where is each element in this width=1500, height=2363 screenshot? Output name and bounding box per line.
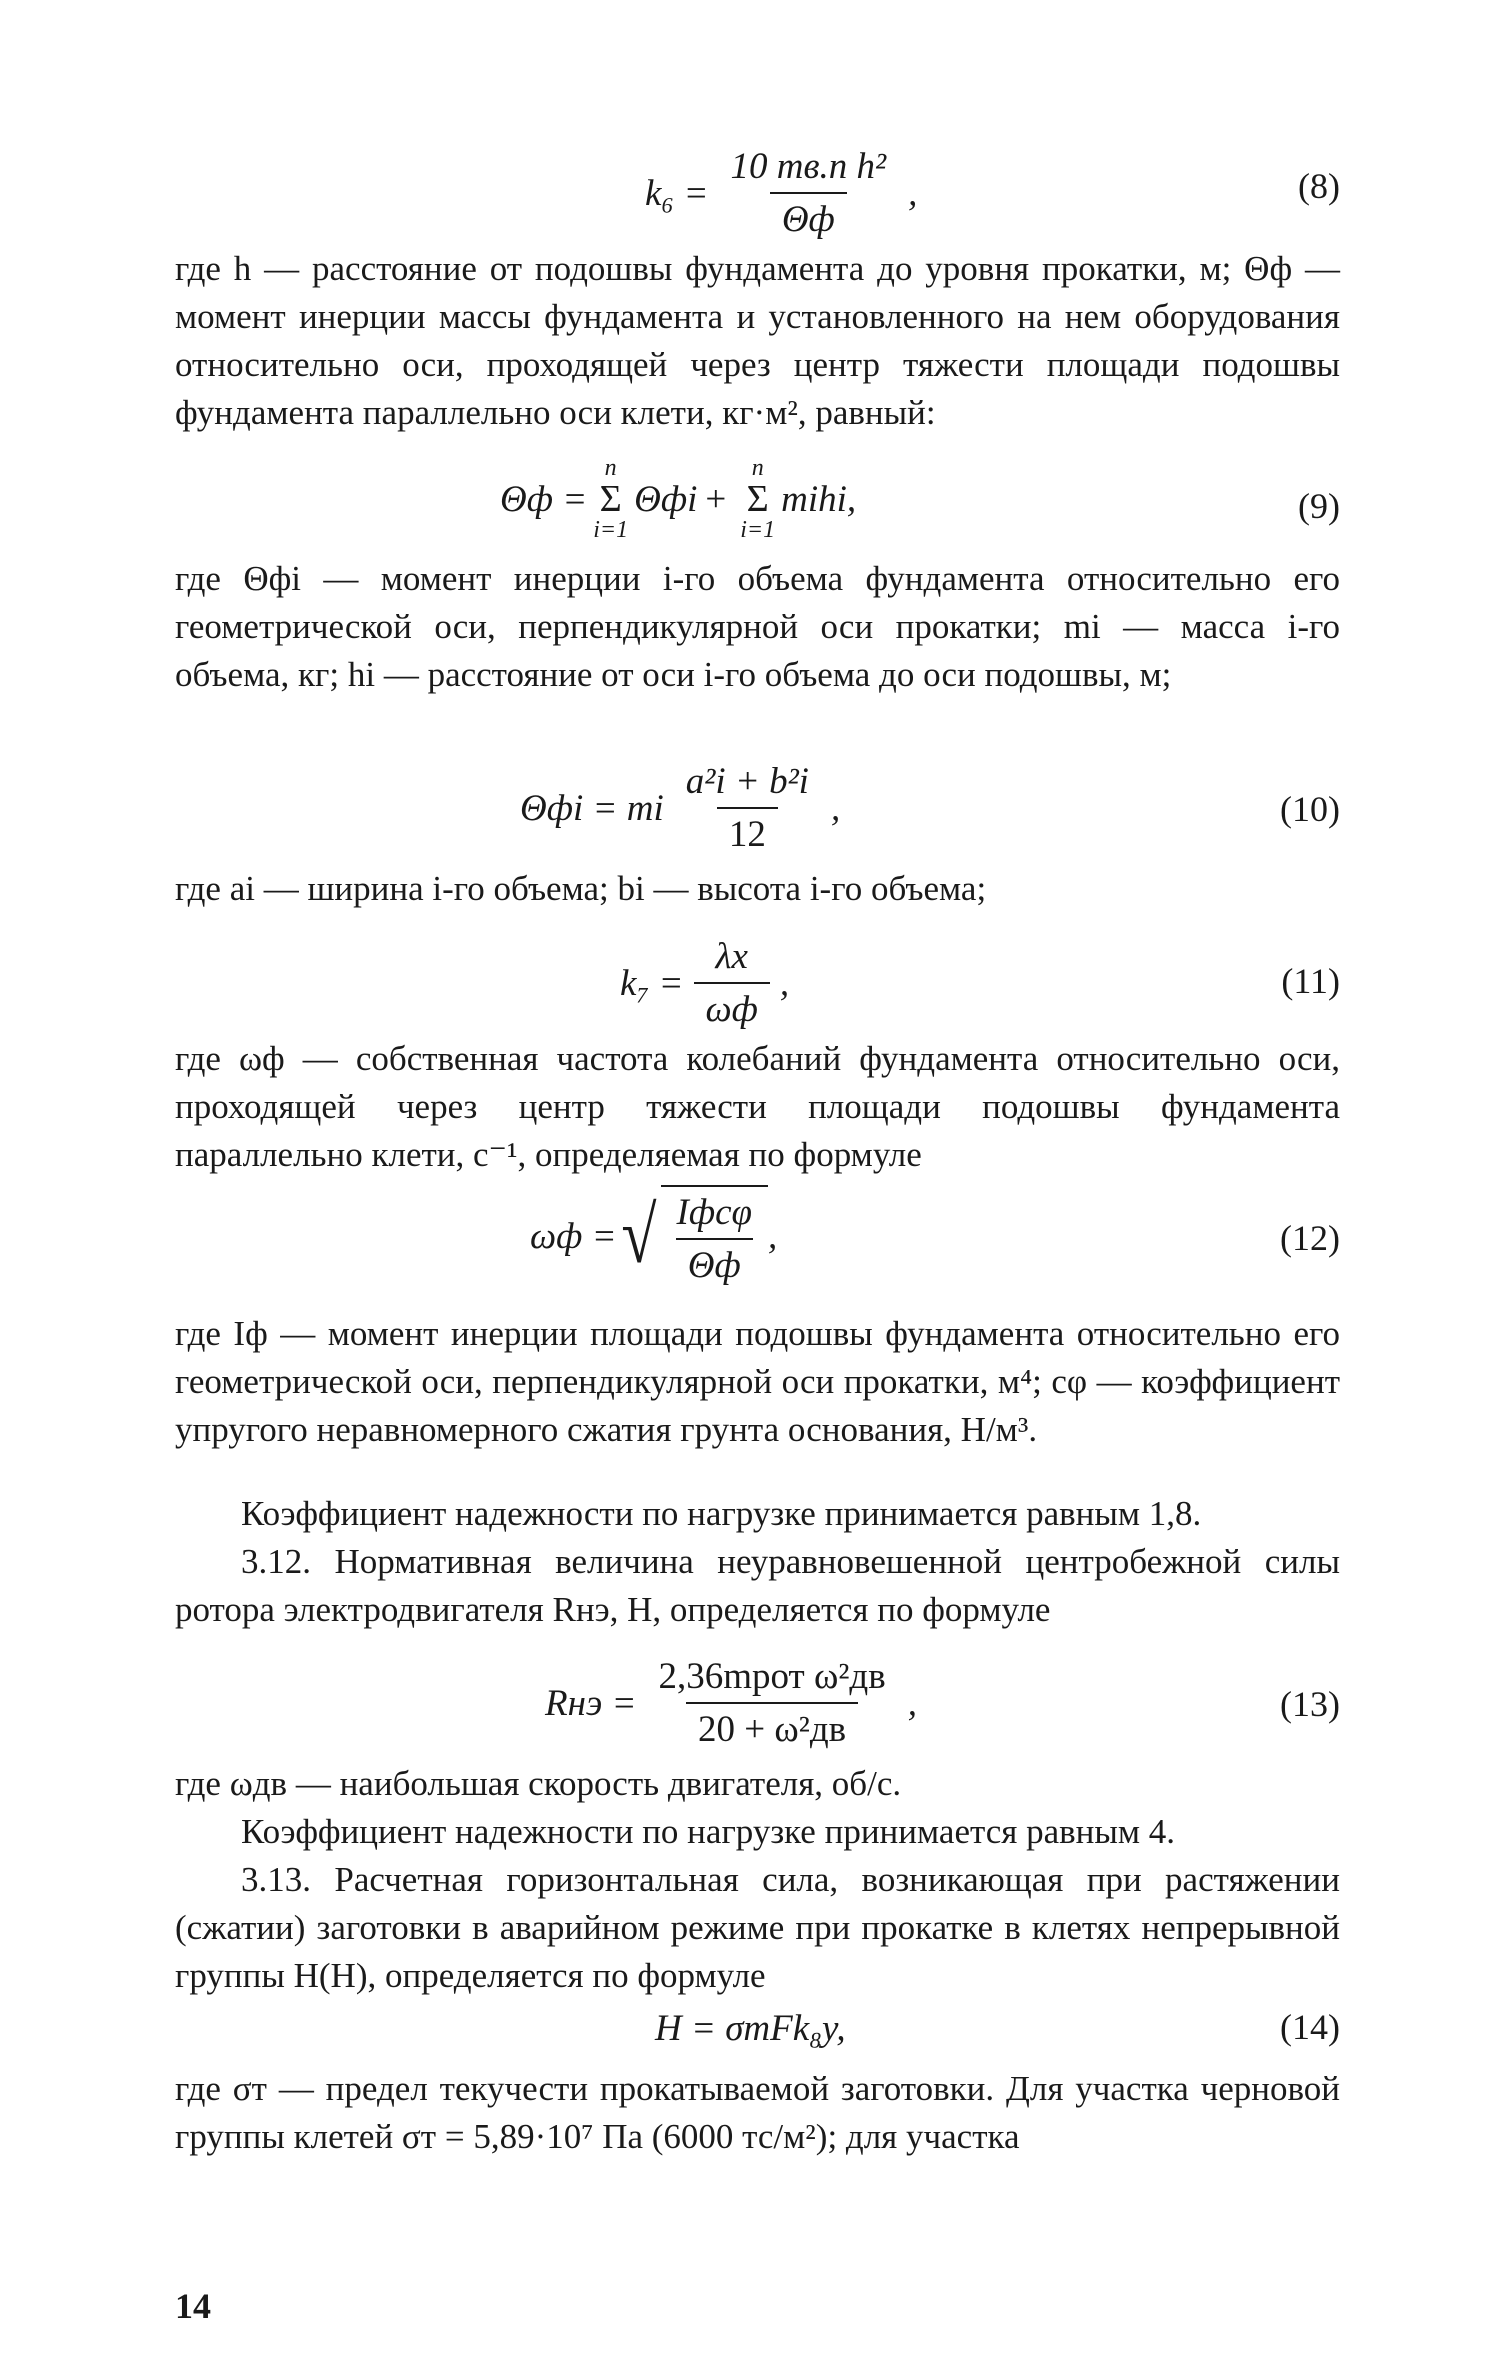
formula-10-tail: ,: [830, 787, 841, 829]
formula-13-denominator: 20 + ω²дв: [686, 1702, 858, 1751]
paragraph-11: где σт — предел текучести прокатываемой заготовки. Для участка черновой группы клетей σт = 5,89·10⁷ Па (6000 тс/м²); для участка: [175, 2069, 1340, 2156]
formula-9-sum-1-top: n: [604, 455, 617, 481]
formula-12: [175, 1185, 1340, 1285]
formula-13-number: (13): [1280, 1684, 1340, 1724]
formula-13-lhs: Rнэ =: [545, 1682, 637, 1724]
formula-10: [175, 760, 1340, 855]
formula-8-denominator: Θф: [770, 192, 847, 241]
formula-13: [175, 1655, 1340, 1750]
formula-9-sum-2-bottom: i=1: [740, 517, 776, 543]
formula-9-sum-1-bottom: i=1: [593, 517, 629, 543]
formula-9-sum-2: [740, 455, 775, 543]
formula-9-number: (9): [1298, 486, 1340, 526]
formula-10-lhs: Θфi = mi: [520, 787, 664, 829]
paragraph-7: 3.12. Нормативная величина неуравновешенной центробежной силы ротора электродвигателя Rнэ, Н, определяется по формуле: [175, 1542, 1340, 1629]
paragraph-3: где ai — ширина i-го объема; bi — высота i-го объема;: [175, 869, 987, 908]
formula-13-tail: ,: [907, 1682, 917, 1724]
formula-8-numerator: 10 mв.п h²: [730, 146, 887, 187]
formula-11-lhs: k₇ =: [620, 962, 684, 1004]
formula-14-expr: H = σтFk₈y,: [655, 2007, 846, 2049]
formula-12-denominator: Θф: [676, 1238, 753, 1287]
formula-8-fraction: [719, 145, 899, 241]
formula-13-numerator: 2,36mрот ω²дв: [658, 1656, 886, 1697]
formula-12-fraction: [665, 1191, 764, 1287]
formula-10-denominator: 12: [717, 807, 778, 856]
formula-11: [175, 935, 1340, 1030]
formula-12-lhs: ωф =: [530, 1215, 617, 1257]
formula-8-number: (8): [1298, 166, 1340, 206]
formula-10-numerator: a²i + b²i: [685, 761, 809, 802]
formula-10-fraction: [674, 760, 821, 856]
formula-9-sum-2-top: n: [751, 455, 764, 481]
formula-10-number: (10): [1280, 789, 1340, 829]
paragraph-4: где ωф — собственная частота колебаний фундамента относительно оси, проходящей через центр тяжести площади подошвы фундамента параллельно клети, с⁻¹, определяемая по формуле: [175, 1039, 1340, 1174]
paragraph-1: где h — расстояние от подошвы фундамента до уровня прокатки, м; Θф — момент инерции массы фундамента и установленного на нем оборудования относительно оси, проходящей через центр тяжести площади подошвы фундамента параллельно оси клети, кг·м², равный:: [175, 249, 1340, 432]
formula-12-sqrt: [617, 1185, 768, 1287]
radical-icon: √: [621, 1192, 657, 1280]
formula-9-lhs: Θф =: [500, 478, 588, 520]
formula-11-fraction: [694, 935, 770, 1031]
paragraph-2: где Θфi — момент инерции i-го объема фундамента относительно его геометрической оси, перпендикулярной оси прокатки; mi — масса i-го объема, кг; hi — расстояние от оси i-го объема до оси подошвы, м;: [175, 559, 1340, 694]
formula-13-fraction: [647, 1655, 898, 1751]
formula-14: [175, 2000, 1340, 2056]
formula-8-lhs: k₆ =: [645, 172, 709, 214]
paragraph-5: где Iф — момент инерции площади подошвы фундамента относительно его геометрической оси, перпендикулярной оси прокатки, м⁴; cφ — коэффициент упругого неравномерного сжатия грунта основания, Н/м³.: [175, 1314, 1340, 1449]
formula-12-radicand: [661, 1185, 768, 1287]
formula-14-number: (14): [1280, 2007, 1340, 2047]
formula-9: [175, 455, 1340, 543]
formula-9-term-2: mihi,: [781, 478, 857, 520]
formula-8: [175, 145, 1340, 240]
sigma-symbol: Σ: [746, 478, 769, 520]
formula-11-denominator: ωф: [694, 982, 770, 1031]
paragraph-9: Коэффициент надежности по нагрузке принимается равным 4.: [241, 1812, 1176, 1851]
formula-12-numerator: Iфcφ: [676, 1192, 753, 1233]
formula-12-tail: ,: [768, 1215, 778, 1257]
paragraph-6: Коэффициент надежности по нагрузке принимается равным 1,8.: [241, 1494, 1202, 1533]
formula-11-numerator: λх: [715, 936, 748, 977]
formula-8-tail: ,: [908, 172, 918, 214]
formula-12-number: (12): [1280, 1218, 1340, 1258]
formula-11-number: (11): [1281, 961, 1340, 1001]
formula-9-term-1: Θфi: [634, 478, 698, 520]
paragraph-10: 3.13. Расчетная горизонтальная сила, возникающая при растяжении (сжатии) заготовки в аварийном режиме при прокатке в клетях непрерывной группы H(Н), определяется по формуле: [175, 1860, 1340, 1995]
paragraph-8: где ωдв — наибольшая скорость двигателя, об/с.: [175, 1764, 902, 1803]
formula-9-sum-1: [593, 455, 628, 543]
page-number: 14: [175, 2286, 211, 2326]
formula-9-plus: +: [705, 478, 727, 520]
sigma-symbol: Σ: [599, 478, 622, 520]
formula-11-tail: ,: [779, 962, 790, 1004]
